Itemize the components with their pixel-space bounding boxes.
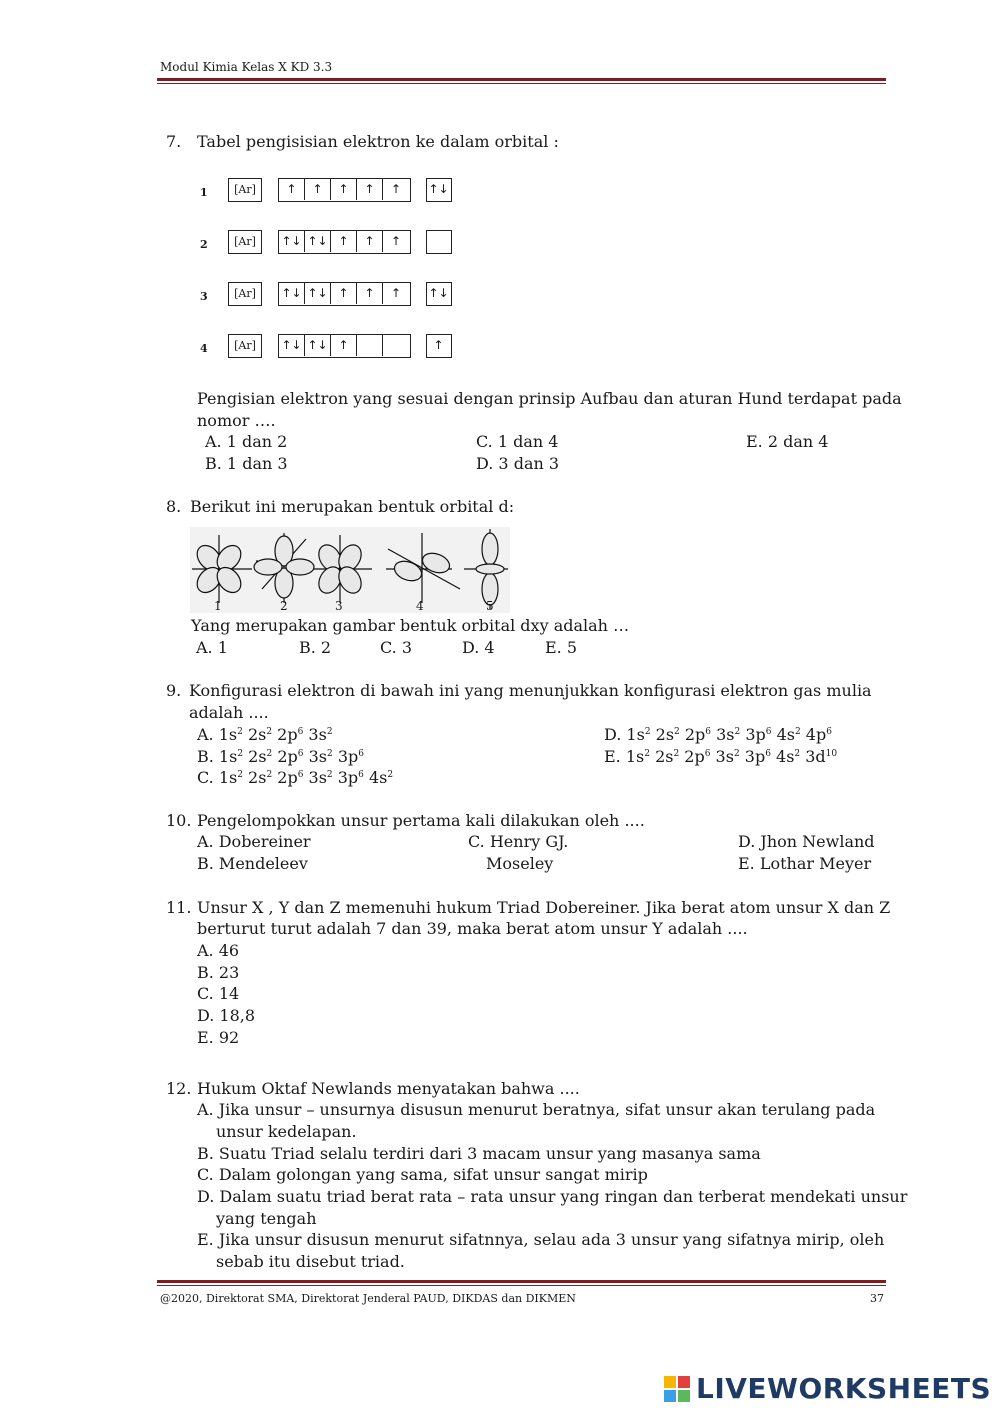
- page-header: Modul Kimia Kelas X KD 3.3: [160, 60, 333, 74]
- d-orbital-cell: ↑↓: [279, 283, 305, 304]
- d-orbital-cell: ↑↓: [279, 335, 305, 356]
- q11-number: 11.: [166, 898, 192, 917]
- s-orbital-cell: ↑↓: [428, 286, 449, 300]
- d-orbital-cell: ↑: [305, 179, 331, 200]
- q9-option-a[interactable]: A. $1s^2$ $2s^2$ $2p^6$ $3s^2$: [197, 725, 333, 744]
- q9-option-d[interactable]: D. $1s^2$ $2s^2$ $2p^6$ $3s^2$ $3p^6$ $4s^2$ $4p^6$: [604, 725, 832, 744]
- d-orbital-cell: ↑: [390, 234, 402, 248]
- s-orbital-box: [426, 334, 452, 358]
- d-orbital-cell: ↑: [357, 231, 383, 252]
- q10-option-c[interactable]: C. Henry GJ.: [468, 832, 569, 851]
- q8-question: Berikut ini merupakan bentuk orbital d:: [190, 497, 515, 516]
- q7-question: Tabel pengisisian elektron ke dalam orbital :: [197, 132, 559, 151]
- d-orbital-cell: ↑: [390, 286, 402, 300]
- q7-option-d[interactable]: D. 3 dan 3: [476, 454, 560, 473]
- orbital-row: [198, 230, 458, 262]
- q9-option-c[interactable]: C. $1s^2$ $2s^2$ $2p^6$ $3s^2$ $3p^6$ $4s^2$: [197, 768, 394, 787]
- header-rule: [157, 78, 886, 84]
- d-orbital-cell: ↑: [331, 335, 357, 356]
- d-orbital-box: [278, 230, 411, 254]
- d-orbital-cell: ↑↓: [305, 283, 331, 304]
- d-orbital-cell: [357, 335, 383, 356]
- q8-number: 8.: [166, 497, 182, 516]
- s-orbital-box: [426, 282, 452, 306]
- s-orbital-cell: ↑↓: [428, 182, 449, 196]
- d-orbital-cell: ↑: [279, 179, 305, 200]
- q10-option-a[interactable]: A. Dobereiner: [197, 832, 311, 851]
- s-orbital-box: [426, 178, 452, 202]
- q7-option-b[interactable]: B. 1 dan 3: [205, 454, 288, 473]
- d-orbital-figure: [190, 527, 510, 613]
- d-orbital-cell: ↑: [390, 182, 402, 196]
- q9-number: 9.: [166, 681, 182, 700]
- q7-stem-line1: Pengisian elektron yang sesuai dengan prinsip Aufbau dan aturan Hund terdapat pada: [197, 389, 902, 408]
- d-orbital-cell: ↑: [331, 231, 357, 252]
- orbital-row: [198, 178, 458, 210]
- q7-number: 7.: [166, 132, 182, 151]
- d-orbital-cell: [383, 335, 409, 356]
- q8-option-d[interactable]: D. 4: [462, 638, 495, 657]
- q10-option-c-line2[interactable]: Moseley: [486, 854, 554, 873]
- core-config-box: [Ar]: [228, 178, 262, 202]
- q12-option-e[interactable]: E. Jika unsur disusun menurut sifatnnya, selau ada 3 unsur yang sifatnya mirip, oleh: [197, 1230, 885, 1249]
- q11-option-e[interactable]: E. 92: [197, 1028, 240, 1047]
- page-number: 37: [870, 1292, 884, 1305]
- q8-option-a[interactable]: A. 1: [196, 638, 228, 657]
- s-orbital-cell: ↑: [433, 338, 444, 352]
- q12-option-b[interactable]: B. Suatu Triad selalu terdiri dari 3 macam unsur yang masanya sama: [197, 1144, 761, 1163]
- footer-text: @2020, Direktorat SMA, Direktorat Jenderal PAUD, DIKDAS dan DIKMEN: [160, 1292, 576, 1305]
- q8-option-e[interactable]: E. 5: [545, 638, 578, 657]
- figure-label-5: 5: [486, 599, 494, 613]
- q9-question-line2: adalah ....: [189, 703, 269, 722]
- d-orbital-cell: ↑: [357, 179, 383, 200]
- figure-label-3: 3: [335, 599, 343, 613]
- q12-option-d[interactable]: D. Dalam suatu triad berat rata – rata unsur yang ringan dan terberat mendekati unsur: [197, 1187, 908, 1206]
- q10-number: 10.: [166, 811, 192, 830]
- d-orbital-cell: ↑: [331, 179, 357, 200]
- q11-line1: Unsur X , Y dan Z memenuhi hukum Triad Dobereiner. Jika berat atom unsur X dan Z: [197, 898, 891, 917]
- q11-option-d[interactable]: D. 18,8: [197, 1006, 256, 1025]
- q12-number: 12.: [166, 1079, 192, 1098]
- q10-question: Pengelompokkan unsur pertama kali dilakukan oleh ....: [197, 811, 645, 830]
- core-config-box: [Ar]: [228, 334, 262, 358]
- q10-option-d[interactable]: D. Jhon Newland: [738, 832, 875, 851]
- footer-rule: [157, 1280, 886, 1286]
- liveworksheets-brand[interactable]: LIVEWORKSHEETS: [696, 1372, 992, 1405]
- q10-option-b[interactable]: B. Mendeleev: [197, 854, 308, 873]
- q8-option-c[interactable]: C. 3: [380, 638, 413, 657]
- q12-option-d-line2[interactable]: yang tengah: [216, 1209, 317, 1228]
- q11-option-b[interactable]: B. 23: [197, 963, 240, 982]
- orbital-row-number: 1: [200, 186, 208, 199]
- d-orbital-cell: ↑: [357, 283, 383, 304]
- orbital-row-number: 2: [200, 238, 208, 251]
- figure-label-4: 4: [416, 599, 424, 613]
- q9-question: Konfigurasi elektron di bawah ini yang menunjukkan konfigurasi elektron gas mulia: [189, 681, 872, 700]
- q12-option-a[interactable]: A. Jika unsur – unsurnya disusun menurut beratnya, sifat unsur akan terulang pada: [197, 1100, 876, 1119]
- orbital-row: [198, 334, 458, 366]
- q11-option-c[interactable]: C. 14: [197, 984, 240, 1003]
- q12-question: Hukum Oktaf Newlands menyatakan bahwa ....: [197, 1079, 580, 1098]
- q12-option-c[interactable]: C. Dalam golongan yang sama, sifat unsur sangat mirip: [197, 1165, 648, 1184]
- q8-stem: Yang merupakan gambar bentuk orbital dxy adalah …: [191, 616, 630, 635]
- q11-option-a[interactable]: A. 46: [197, 941, 240, 960]
- core-config-box: [Ar]: [228, 282, 262, 306]
- d-orbital-box: [278, 282, 411, 306]
- q7-option-c[interactable]: C. 1 dan 4: [476, 432, 559, 451]
- orbital-row-number: 3: [200, 290, 208, 303]
- q12-option-a-line2[interactable]: unsur kedelapan.: [216, 1122, 357, 1141]
- d-orbital-cell: ↑↓: [305, 335, 331, 356]
- d-orbital-cell: ↑↓: [305, 231, 331, 252]
- core-config-box: [Ar]: [228, 230, 262, 254]
- figure-label-1: 1: [214, 599, 222, 613]
- q7-option-a[interactable]: A. 1 dan 2: [205, 432, 288, 451]
- liveworksheets-logo-icon: [664, 1376, 690, 1402]
- figure-label-2: 2: [280, 599, 288, 613]
- d-orbital-box: [278, 178, 411, 202]
- q11-line2: berturut turut adalah 7 dan 39, maka berat atom unsur Y adalah ....: [197, 919, 748, 938]
- s-orbital-cell: [427, 231, 450, 252]
- q9-option-e[interactable]: E. $1s^2$ $2s^2$ $2p^6$ $3s^2$ $3p^6$ $4s^2$ $3d^{10}$: [604, 747, 838, 766]
- q10-option-e[interactable]: E. Lothar Meyer: [738, 854, 872, 873]
- q7-option-e[interactable]: E. 2 dan 4: [746, 432, 829, 451]
- orbital-row: [198, 282, 458, 314]
- q8-option-b[interactable]: B. 2: [299, 638, 332, 657]
- s-orbital-box: [426, 230, 452, 254]
- q9-option-b[interactable]: B. $1s^2$ $2s^2$ $2p^6$ $3s^2$ $3p^6$: [197, 747, 364, 766]
- d-orbital-cell: ↑↓: [279, 231, 305, 252]
- d-orbital-box: [278, 334, 411, 358]
- d-orbital-cell: ↑: [331, 283, 357, 304]
- q12-option-e-line2[interactable]: sebab itu disebut triad.: [216, 1252, 405, 1271]
- orbital-row-number: 4: [200, 342, 208, 355]
- q7-stem-line2: nomor ….: [197, 411, 276, 430]
